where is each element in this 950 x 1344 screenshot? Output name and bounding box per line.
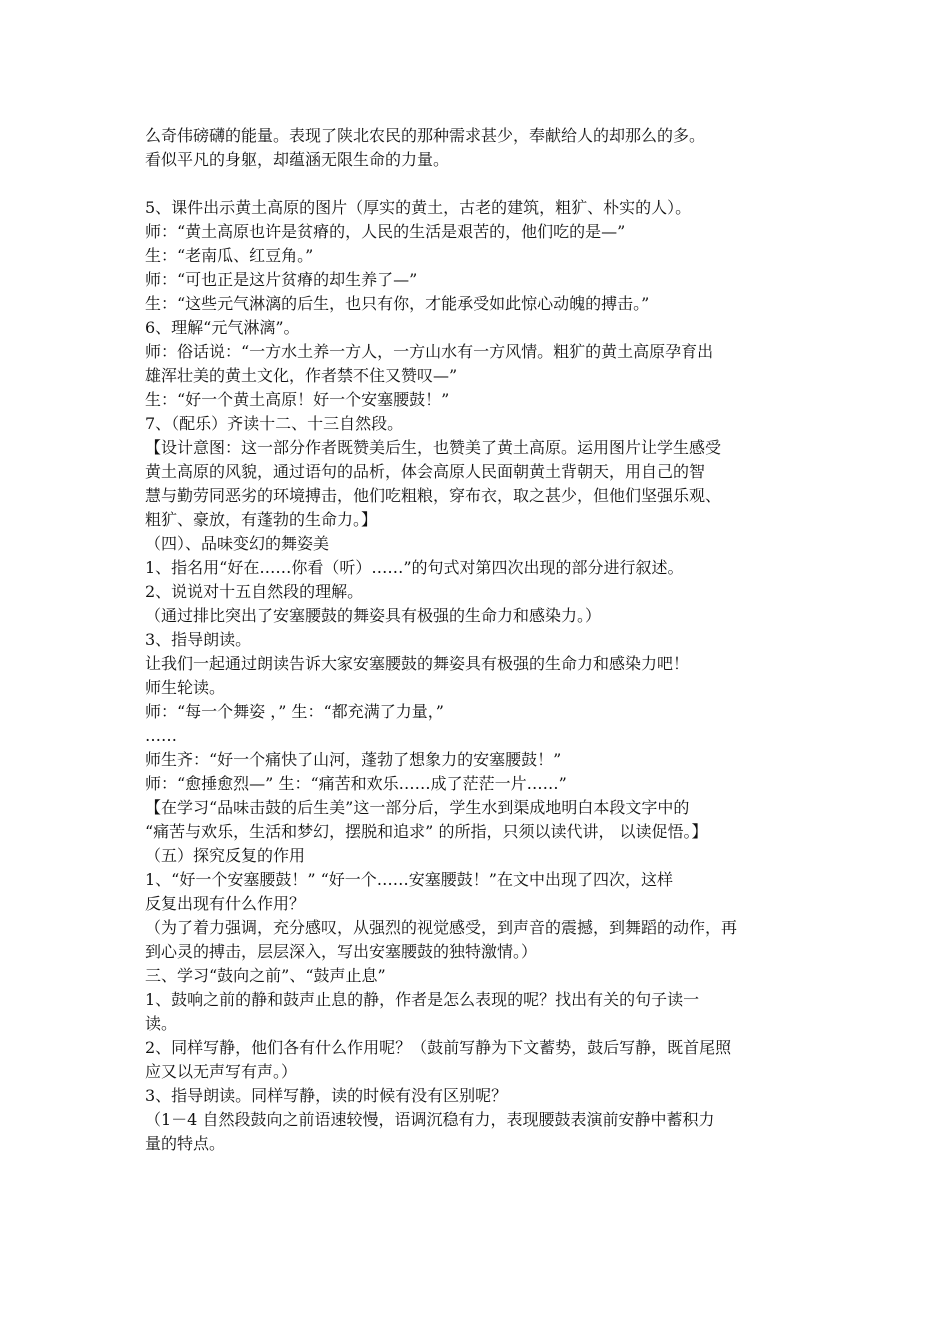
- text-line: （四）、品味变幻的舞姿美: [145, 534, 330, 553]
- document-page: [145, 124, 817, 1156]
- text-line: 量的特点。: [145, 1134, 226, 1153]
- text-line: （1－4 自然段鼓向之前语速较慢，语调沉稳有力，表现腰鼓表演前安静中蓄积力: [145, 1110, 715, 1129]
- text-line: 让我们一起通过朗读告诉大家安塞腰鼓的舞姿具有极强的生命力和感染力吧！: [145, 654, 690, 673]
- text-line: 师：“愈捶愈烈—” 生：“痛苦和欢乐……成了茫茫一片……”: [145, 774, 567, 793]
- text-line: 师生轮读。: [145, 678, 226, 697]
- text-line: 粗犷、豪放，有蓬勃的生命力。】: [145, 510, 378, 529]
- text-line: 到心灵的搏击，层层深入，写出安塞腰鼓的独特激情。）: [145, 942, 538, 961]
- text-line: [145, 172, 817, 196]
- text-line: 黄土高原的风貌，通过语句的品析，体会高原人民面朝黄土背朝天，用自己的智: [145, 462, 706, 481]
- text-line: 雄浑壮美的黄土文化，作者禁不住又赞叹—”: [145, 366, 458, 385]
- text-line: 2、说说对十五自然段的理解。: [145, 582, 364, 601]
- text-line: 么奇伟磅礴的能量。表现了陕北农民的那种需求甚少，奉献给人的却那么的多。: [145, 126, 706, 145]
- text-line: 7、（配乐）齐读十二、十三自然段。: [145, 414, 404, 433]
- text-line: 1、鼓响之前的静和鼓声止息的静，作者是怎么表现的呢？找出有关的句子读一: [145, 990, 700, 1009]
- text-line: 生：“这些元气淋漓的后生，也只有你，才能承受如此惊心动魄的搏击。”: [145, 294, 650, 313]
- text-line: 师：“黄土高原也许是贫瘠的，人民的生活是艰苦的，他们吃的是—”: [145, 222, 626, 241]
- text-line: 三、学习“鼓向之前”、“鼓声止息”: [145, 966, 386, 985]
- text-line: 应又以无声写有声。）: [145, 1062, 298, 1081]
- text-line: 2、同样写静，他们各有什么作用呢？（鼓前写静为下文蓄势，鼓后写静，既首尾照: [145, 1038, 732, 1057]
- text-line: 1、指名用“好在……你看（听）……”的句式对第四次出现的部分进行叙述。: [145, 558, 684, 577]
- text-line: 师：“每一个舞姿 ，” 生：“都充满了力量，”: [145, 702, 444, 721]
- text-line: （通过排比突出了安塞腰鼓的舞姿具有极强的生命力和感染力。）: [145, 606, 602, 625]
- text-line: 3、指导朗读。同样写静，读的时候有没有区别呢？: [145, 1086, 508, 1105]
- text-line: 5、课件出示黄土高原的图片（厚实的黄土，古老的建筑，粗犷、朴实的人）。: [145, 198, 692, 217]
- text-line: 师生齐：“好一个痛快了山河，蓬勃了想象力的安塞腰鼓！”: [145, 750, 562, 769]
- text-line: 1、“好一个安塞腰鼓！” “好一个……安塞腰鼓！”在文中出现了四次，这样: [145, 870, 673, 889]
- text-line: 生：“老南瓜、红豆角。”: [145, 246, 314, 265]
- text-line: 【在学习“品味击鼓的后生美”这一部分后，学生水到渠成地明白本段文字中的: [145, 798, 690, 817]
- text-line: 师：“可也正是这片贫瘠的却生养了—”: [145, 270, 418, 289]
- text-line: ……: [145, 726, 177, 745]
- text-line: （五）探究反复的作用: [145, 846, 306, 865]
- text-line: 看似平凡的身躯，却蕴涵无限生命的力量。: [145, 150, 450, 169]
- text-line: 师：俗话说：“一方水土养一方人，一方山水有一方风情。粗犷的黄土高原孕育出: [145, 342, 714, 361]
- text-line: 3、指导朗读。: [145, 630, 252, 649]
- text-line: 【设计意图：这一部分作者既赞美后生，也赞美了黄土高原。运用图片让学生感受: [145, 438, 722, 457]
- text-line: （为了着力强调，充分感叹，从强烈的视觉感受，到声音的震撼，到舞蹈的动作，再: [145, 918, 738, 937]
- text-line: 生：“好一个黄土高原！好一个安塞腰鼓！”: [145, 390, 450, 409]
- text-line: 反复出现有什么作用？: [145, 894, 306, 913]
- text-line: 读。: [145, 1014, 178, 1033]
- text-line: “痛苦与欢乐，生活和梦幻，摆脱和追求” 的所指，只须以读代讲， 以读促悟。】: [145, 822, 708, 841]
- text-line: 慧与勤劳同恶劣的环境搏击，他们吃粗粮，穿布衣，取之甚少，但他们坚强乐观、: [145, 486, 722, 505]
- text-line: 6、理解“元气淋漓”。: [145, 318, 300, 337]
